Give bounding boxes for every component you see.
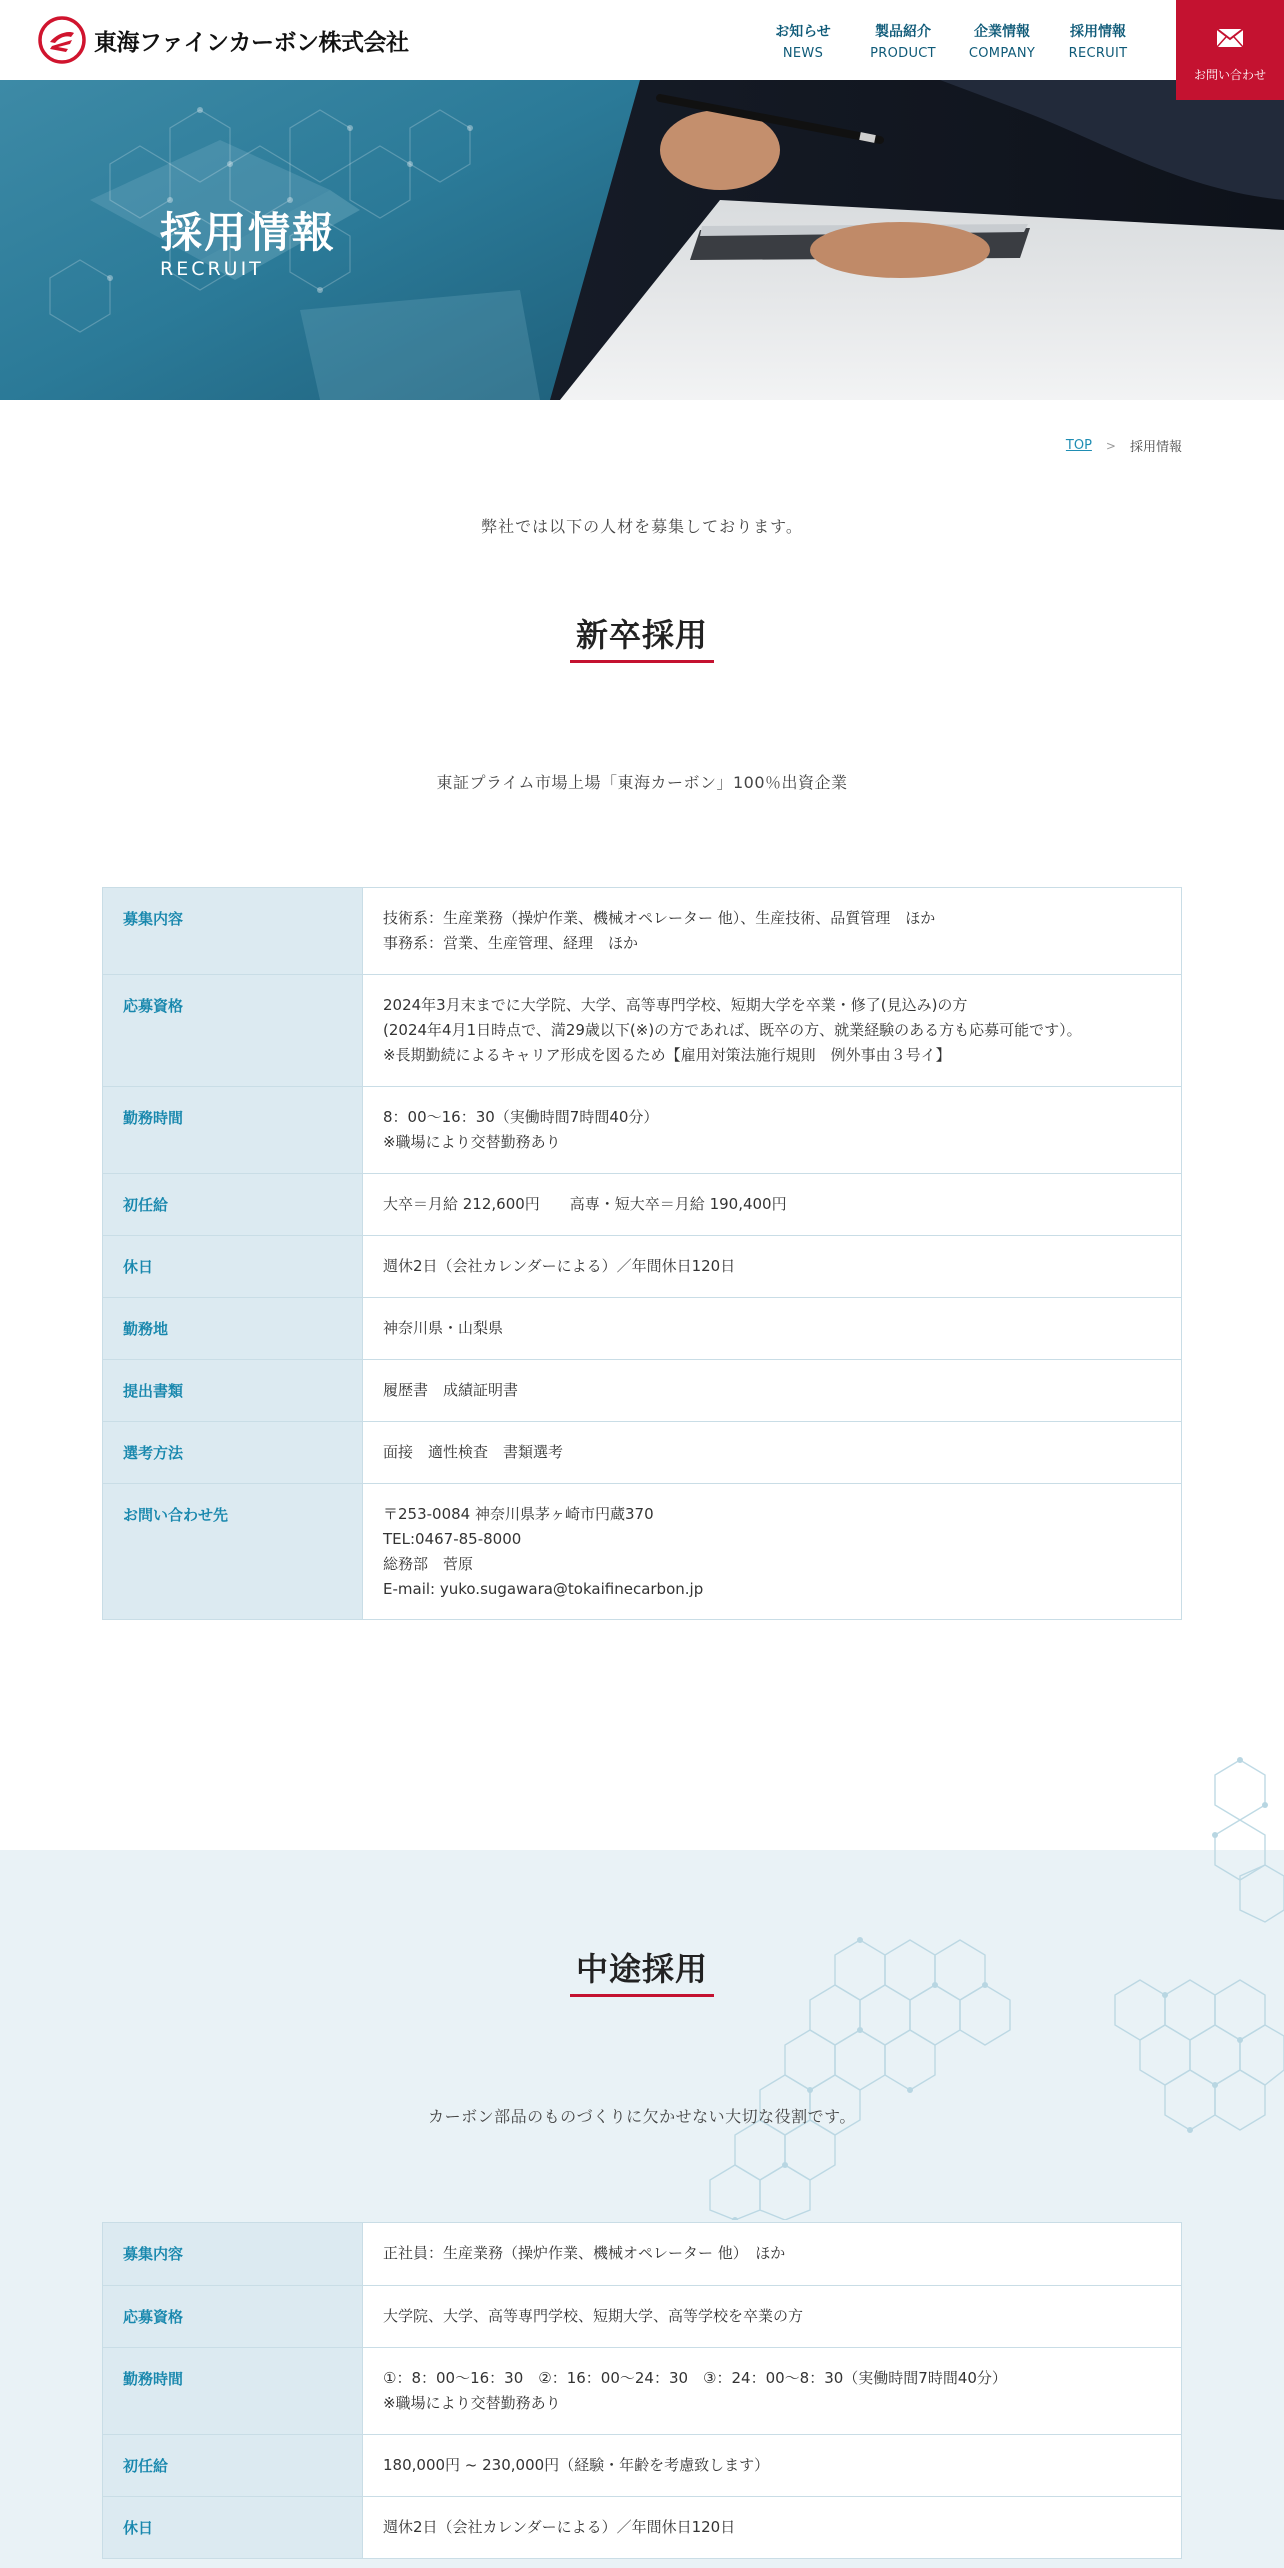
row-label: 休日 bbox=[103, 1236, 363, 1297]
row-value bbox=[363, 1298, 1181, 1359]
value-line: E-mail: yuko.sugawara@tokaifinecarbon.jp bbox=[383, 1580, 704, 1598]
row-label: 提出書類 bbox=[103, 1360, 363, 1421]
row-value bbox=[363, 1087, 1181, 1173]
breadcrumb-separator: > bbox=[1105, 438, 1116, 453]
value-line: 2024年3月末までに大学院、大学、高等専門学校、短期大学を卒業・修了(見込み)の方 bbox=[383, 996, 968, 1014]
row-label: 応募資格 bbox=[103, 975, 363, 1086]
row-label: お問い合わせ先 bbox=[103, 1484, 363, 1619]
table-row bbox=[103, 1359, 1181, 1421]
nav-product-jp: 製品紹介 bbox=[875, 24, 931, 40]
nav-product-en: PRODUCT bbox=[870, 46, 936, 61]
table-row bbox=[103, 2285, 1181, 2347]
table-row bbox=[103, 974, 1181, 1086]
nav-news-jp: お知らせ bbox=[775, 24, 831, 40]
new-grad-table bbox=[102, 887, 1182, 1620]
value-line: 事務系：営業、生産管理、経理 ほか bbox=[383, 934, 639, 952]
value-line: ※職場により交替勤務あり bbox=[383, 2394, 561, 2412]
mid-career-lead: カーボン部品のものづくりに欠かせない大切な役割です。 bbox=[428, 2107, 856, 2126]
breadcrumb-current: 採用情報 bbox=[1129, 440, 1182, 455]
breadcrumb-top-link[interactable]: TOP bbox=[1065, 438, 1092, 453]
nav-company-jp: 企業情報 bbox=[974, 24, 1030, 40]
table-row bbox=[103, 1086, 1181, 1173]
value-line: 週休2日（会社カレンダーによる）／年間休日120日 bbox=[383, 2518, 736, 2536]
value-line: 神奈川県・山梨県 bbox=[383, 1319, 504, 1337]
value-line: 〒253-0084 神奈川県茅ヶ崎市円蔵370 bbox=[383, 1505, 654, 1523]
row-value bbox=[363, 2497, 1181, 2558]
page-subtitle: RECRUIT bbox=[160, 258, 264, 280]
table-row bbox=[103, 2434, 1181, 2496]
nav-company-en: COMPANY bbox=[968, 46, 1036, 61]
table-row bbox=[103, 1421, 1181, 1483]
row-label: 初任給 bbox=[103, 1174, 363, 1235]
value-line: ※長期勤続によるキャリア形成を図るため【雇用対策法施行規則 例外事由３号イ】 bbox=[383, 1046, 951, 1064]
value-line: 週休2日（会社カレンダーによる）／年間休日120日 bbox=[383, 1257, 736, 1275]
contact-label: お問い合わせ bbox=[1193, 68, 1266, 82]
new-grad-lead: 東証プライム市場上場「東海カーボン」100％出資企業 bbox=[436, 773, 848, 792]
table-row bbox=[103, 1483, 1181, 1619]
row-value bbox=[363, 975, 1181, 1086]
contact-button[interactable] bbox=[1176, 0, 1284, 100]
value-line: ※職場により交替勤務あり bbox=[383, 1133, 561, 1151]
breadcrumb bbox=[1066, 436, 1182, 455]
mid-career-table bbox=[102, 2222, 1182, 2559]
mail-icon bbox=[1216, 28, 1244, 48]
value-line: 正社員：生産業務（操炉作業、機械オペレーター 他） ほか bbox=[383, 2244, 786, 2262]
row-value bbox=[363, 1174, 1181, 1235]
row-label: 休日 bbox=[103, 2497, 363, 2558]
new-grad-title-underline bbox=[570, 660, 714, 663]
row-value bbox=[363, 1422, 1181, 1483]
nav-recruit-en: RECRUIT bbox=[1068, 46, 1128, 61]
nav-recruit[interactable] bbox=[1038, 22, 1158, 64]
value-line: ①：8：00〜16：30 ②：16：00〜24：30 ③：24：00〜8：30（実働時間7時間40分） bbox=[383, 2369, 1007, 2387]
value-line: TEL:0467-85-8000 bbox=[383, 1530, 522, 1548]
mid-career-title-underline bbox=[570, 1994, 714, 1997]
value-line: 8：00〜16：30（実働時間7時間40分） bbox=[383, 1108, 659, 1126]
row-value bbox=[363, 1236, 1181, 1297]
nav-recruit-jp: 採用情報 bbox=[1070, 24, 1126, 40]
row-label: 応募資格 bbox=[103, 2286, 363, 2347]
site-header bbox=[0, 0, 1284, 80]
value-line: 面接 適性検査 書類選考 bbox=[383, 1443, 564, 1461]
row-value bbox=[363, 2286, 1181, 2347]
row-value bbox=[363, 2348, 1181, 2434]
logo-mark-icon bbox=[38, 16, 86, 64]
row-label: 勤務時間 bbox=[103, 2348, 363, 2434]
value-line: 180,000円 ~ 230,000円（経験・年齢を考慮致します） bbox=[383, 2456, 770, 2474]
row-label: 選考方法 bbox=[103, 1422, 363, 1483]
row-value bbox=[363, 1360, 1181, 1421]
table-row bbox=[103, 1235, 1181, 1297]
new-grad-title: 新卒採用 bbox=[575, 616, 708, 654]
row-value bbox=[363, 2435, 1181, 2496]
table-row bbox=[103, 2496, 1181, 2558]
row-label: 募集内容 bbox=[103, 888, 363, 974]
table-row bbox=[103, 1297, 1181, 1359]
table-row bbox=[103, 1173, 1181, 1235]
nav-news-en: NEWS bbox=[782, 46, 824, 61]
value-line: (2024年4月1日時点で、満29歳以下(※)の方であれば、既卒の方、就業経験のある方も応募可能です）。 bbox=[383, 1021, 1082, 1039]
table-row bbox=[103, 2223, 1181, 2285]
row-value bbox=[363, 2223, 1181, 2285]
table-row bbox=[103, 2347, 1181, 2434]
row-value bbox=[363, 1484, 1181, 1619]
intro-text: 弊社では以下の人材を募集しております。 bbox=[481, 517, 803, 536]
company-logo[interactable] bbox=[38, 16, 409, 64]
value-line: 大学院、大学、高等専門学校、短期大学、高等学校を卒業の方 bbox=[383, 2307, 804, 2325]
mid-career-title: 中途採用 bbox=[575, 1950, 708, 1988]
value-line: 技術系：生産業務（操炉作業、機械オペレーター 他）、生産技術、品質管理 ほか bbox=[383, 909, 936, 927]
value-line: 大卒＝月給 212,600円 高専・短大卒＝月給 190,400円 bbox=[383, 1195, 787, 1213]
value-line: 総務部 菅原 bbox=[383, 1555, 474, 1573]
row-value bbox=[363, 888, 1181, 974]
hero-banner bbox=[0, 80, 1284, 400]
table-row bbox=[103, 888, 1181, 974]
company-name: 東海ファインカーボン株式会社 bbox=[94, 29, 409, 56]
row-label: 募集内容 bbox=[103, 2223, 363, 2285]
row-label: 勤務時間 bbox=[103, 1087, 363, 1173]
page-title: 採用情報 bbox=[160, 208, 337, 257]
row-label: 勤務地 bbox=[103, 1298, 363, 1359]
value-line: 履歴書 成績証明書 bbox=[383, 1381, 519, 1399]
row-label: 初任給 bbox=[103, 2435, 363, 2496]
